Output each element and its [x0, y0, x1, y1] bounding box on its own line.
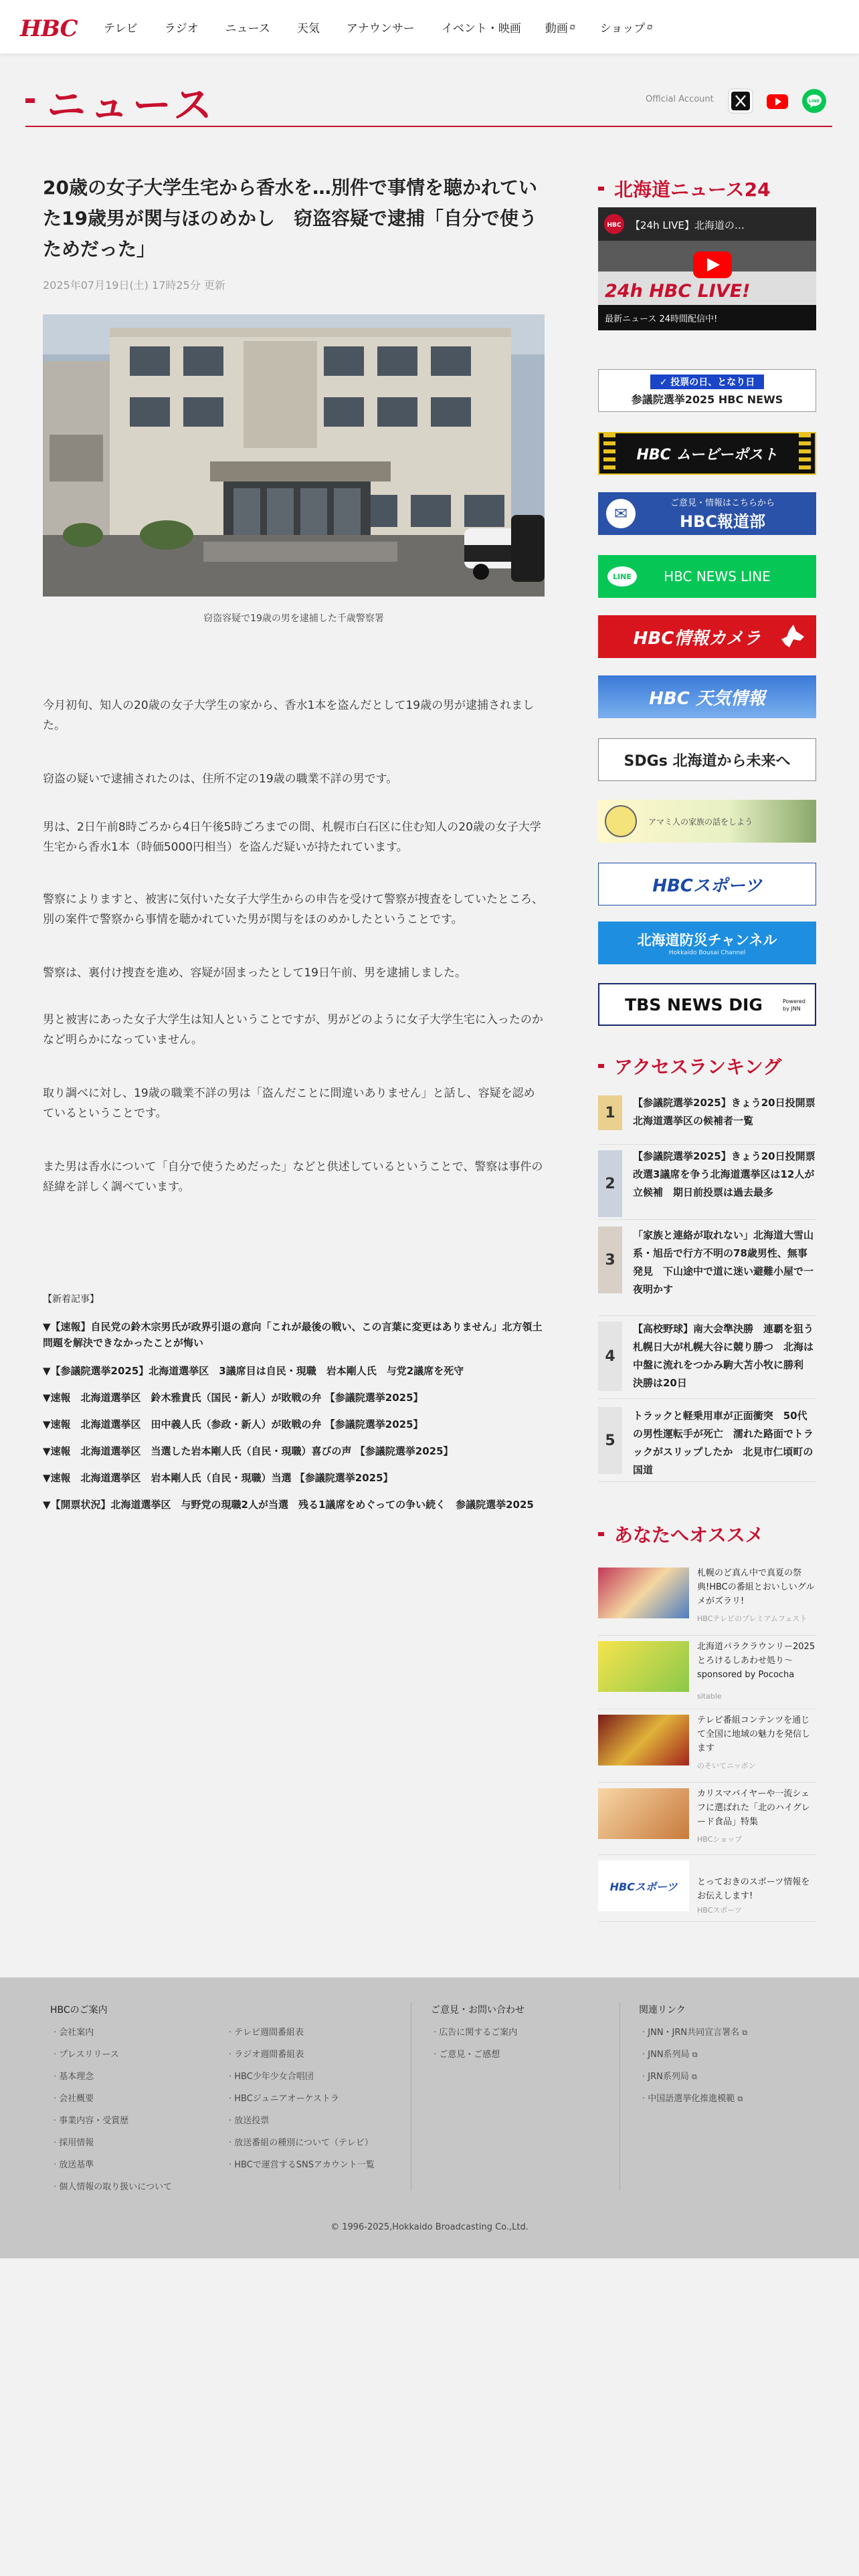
ranking-text: 【参議院選挙2025】きょう20日投開票 北海道選挙区の候補者一覧 [633, 1097, 826, 1127]
reco-thumbnail [598, 1641, 689, 1692]
footer-link[interactable]: · 放送投票 [229, 2110, 375, 2132]
external-link-icon: ⧉ [742, 2028, 748, 2037]
title-accent [25, 98, 35, 103]
ranking-item[interactable] [598, 1399, 816, 1482]
footer-link[interactable]: · 採用情報 [54, 2132, 172, 2154]
rank-number: 5 [598, 1407, 622, 1474]
related-link[interactable]: ▼速報 北海道選挙区 鈴木雅貴氏（国民・新人）が敗戦の弁 【参議院選挙2025】 [43, 1392, 423, 1404]
sports-banner[interactable] [598, 863, 816, 905]
footer-list-info-a [54, 2022, 172, 2198]
related-heading: 【新着記事】 [43, 1294, 99, 1305]
footer-link[interactable]: · プレスリリース [54, 2044, 172, 2066]
footer-list-links [642, 2022, 747, 2110]
external-link-icon: ⧉ [692, 2072, 697, 2081]
rank-number: 3 [598, 1226, 622, 1293]
footer-link[interactable]: · 会社概要 [54, 2088, 172, 2110]
footer-link[interactable]: · 広告に関するご案内 [434, 2022, 517, 2044]
footer-heading-contact: ご意見・お問い合わせ [431, 2005, 524, 2016]
reco-source: HBCショップ [697, 1835, 743, 1844]
page-title: ニュース [47, 82, 217, 128]
ranking-item[interactable] [598, 1220, 816, 1316]
official-account-label: Official Account [646, 94, 714, 104]
nav-item-event[interactable]: イベント・映画 [441, 22, 521, 35]
reco-source: HBCテレビのプレミアムフェスト [697, 1614, 807, 1623]
sdgs-label: SDGs 北海道から未来へ [624, 752, 791, 770]
footer-link[interactable]: · 放送番組の種別について（テレビ） [229, 2132, 375, 2154]
hodobu-sub: ご意見・情報はこちらから [670, 498, 775, 508]
footer-link[interactable]: · ラジオ週間番組表 [229, 2044, 375, 2066]
movie-post-banner[interactable] [598, 432, 816, 475]
svg-text:HBC: HBC [20, 15, 78, 40]
svg-text:LINE: LINE [808, 98, 820, 104]
reco-title: 北海道パラクラウンリー2025 とろけるしあわせ処り～sponsored by Pococha [697, 1642, 816, 1680]
reco-heading-text: あなたへオススメ [614, 1524, 764, 1546]
line-icon: LINE [607, 566, 637, 586]
footer-link[interactable] [642, 2088, 747, 2110]
reco-title: カリスマバイヤーや一流シェフに選ばれた「北のハイグレード食品」特集 [697, 1789, 810, 1827]
footer-link[interactable]: · HBCで運営するSNSアカウント一覧 [229, 2154, 375, 2176]
tbs-sub: Powered by JNN [783, 998, 806, 1012]
video-brand: 24h HBC LIVE! [605, 281, 751, 302]
ranking-heading [598, 1053, 781, 1079]
related-link[interactable]: ▼速報 北海道選挙区 当選した岩本剛人氏（自民・現職）喜びの声 【参議院選挙2025】 [43, 1445, 454, 1457]
article-title: 20歳の女子大学生宅から香水を…別件で事情を聴かれていた19歳男が関与ほのめかし 窃盗容疑で逮捕「自分で使うためだった」 [43, 177, 537, 260]
global-nav [104, 19, 678, 35]
nav-item-tv[interactable]: テレビ [104, 22, 138, 35]
reco-title: とっておきのスポーツ情報をお伝えします! [697, 1877, 810, 1901]
info-camera-banner[interactable] [598, 615, 816, 658]
external-link-icon: ⧉ [692, 2050, 698, 2059]
copyright: © 1996-2025,Hokkaido Broadcasting Co.,Ltd. [330, 2222, 529, 2232]
reco-thumbnail [598, 1788, 689, 1839]
family-icon [605, 805, 637, 837]
nav-item-video[interactable] [545, 19, 575, 35]
x-icon[interactable] [728, 88, 753, 114]
sports-label: HBCスポーツ [652, 875, 762, 896]
nav-item-announcer[interactable]: アナウンサー [346, 22, 415, 35]
footer-link[interactable]: · HBCジュニアオーケストラ [229, 2088, 375, 2110]
bousai-sub: Hokkaido Bousai Channel [668, 950, 746, 956]
related-link[interactable]: ▼【参議院選挙2025】北海道選挙区 3議席目は自民・現職 岩本剛人氏 与党2議席を死守 [43, 1365, 464, 1377]
article-photo [43, 314, 545, 597]
bousai-label: 北海道防災チャンネル [637, 932, 777, 948]
hodobu-label: HBC報道部 [679, 512, 765, 531]
footer-divider [619, 2002, 620, 2191]
reco-item[interactable] [598, 1709, 816, 1783]
article-paragraph: 男は、2日午前8時ごろから4日午後5時ごろまでの間、札幌市白石区に住む知人の20歳の女子大学生宅から香水1本（時価5000円相当）を盗んだ疑いが持たれています。 [43, 821, 541, 854]
rank-number: 4 [598, 1321, 622, 1391]
reco-heading [598, 1521, 764, 1547]
svg-text:HBC: HBC [607, 222, 622, 229]
line-icon[interactable] [801, 88, 827, 114]
election-banner-label: 参議院選挙2025 HBC NEWS [631, 393, 783, 406]
footer-link[interactable] [642, 2066, 747, 2088]
ranking-item[interactable] [598, 1145, 826, 1220]
reco-source: のそいてニッポン [697, 1761, 756, 1770]
news-line-banner[interactable] [598, 555, 816, 598]
photo-caption: 窃盗容疑で19歳の男を逮捕した千歳警察署 [203, 613, 384, 624]
reco-source: sitable [697, 1692, 722, 1701]
tbs-label: TBS NEWS DIG [625, 994, 763, 1014]
film-icon [799, 433, 811, 473]
ranking-text: 「家族と連絡が取れない」北海道大雪山系・旭岳で行方不明の78歳男性、無事発見 下山途中で道に迷い避難小屋で一夜明かす [633, 1229, 814, 1295]
weather-banner[interactable] [598, 675, 816, 718]
article-paragraph: 警察によりますと、被害に気付いた女子大学生からの申告を受けて警察が捜査をしていたところ、別の案件で警察から事情を聴かれていた男が関与をほのめかしたということです。 [43, 893, 543, 926]
footer-link-label: JNN・JRN共同宣言署名 [648, 2028, 740, 2038]
hodobu-banner[interactable] [598, 492, 816, 535]
footer-link-label: JRN系列局 [648, 2072, 689, 2082]
youtube-icon[interactable] [765, 88, 790, 114]
footer-link-label: JNN系列局 [648, 2050, 690, 2060]
reco-thumbnail [598, 1860, 689, 1911]
movie-post-label: HBC ムービーポスト [636, 446, 778, 463]
nav-item-video-label: 動画 [545, 22, 568, 35]
footer-link[interactable] [642, 2044, 747, 2066]
ranking-heading-text: アクセスランキング [614, 1056, 782, 1078]
reco-title: 札幌のど真ん中で真夏の祭典!HBCの番組とおいしいグルメがズラリ! [697, 1568, 815, 1606]
footer-heading-links: 関連リンク [639, 2005, 686, 2016]
nav-item-shop[interactable] [600, 19, 652, 35]
footer-link-label: 中国語選挙化推進模範 [648, 2094, 735, 2104]
news24-heading [598, 175, 771, 202]
reco-item[interactable] [598, 1855, 816, 1922]
ranking-text: 【高校野球】南大会準決勝 連覇を狙う札幌日大が札幌大谷に競り勝つ 北海は中盤に流れをつかみ駒大苫小牧に勝利 決勝は20日 [633, 1323, 814, 1389]
article-date: 2025年07月19日(土) 17時25分 更新 [43, 279, 225, 292]
footer-link[interactable]: · 放送基準 [54, 2154, 172, 2176]
article-paragraph: また男は香水について「自分で使うためだった」などと供述しているということで、警察は事件の経緯を詳しく調べています。 [43, 1160, 543, 1194]
footer-list-contact [434, 2022, 517, 2066]
footer-link[interactable]: · 事業内容・受賞歴 [54, 2110, 172, 2132]
ranking-item[interactable] [598, 1316, 816, 1399]
related-link[interactable]: ▼速報 北海道選挙区 岩本剛人氏（自民・現職）当選 【参議院選挙2025】 [43, 1472, 393, 1484]
hodobu-text [670, 496, 775, 532]
news24-heading-text: 北海道ニュース24 [614, 179, 771, 201]
hokkaido-icon [777, 622, 807, 651]
live-video-player[interactable] [598, 207, 816, 330]
reco-item[interactable] [598, 1562, 816, 1636]
mail-icon: ✉ [606, 499, 636, 528]
reco-thumbnail [598, 1568, 689, 1618]
reco-title: テレビ番組コンテンツを通じて全国に地域の魅力を発信します [697, 1715, 811, 1753]
footer-link[interactable]: · 会社案内 [54, 2022, 172, 2044]
external-link-icon: ⧉ [646, 22, 652, 31]
global-header [0, 0, 859, 53]
footer-link[interactable]: · 基本理念 [54, 2066, 172, 2088]
info-camera-label: HBC情報カメラ [633, 628, 761, 649]
nav-item-radio[interactable]: ラジオ [164, 22, 199, 35]
footer [0, 1977, 859, 2258]
nav-item-news[interactable]: ニュース [225, 22, 270, 35]
related-link[interactable]: ▼【速報】自民党の鈴木宗男氏が政界引退の意向「これが最後の戦い、この言葉に変更はありません」北方領土問題を解決できなかったことが悔い [43, 1321, 543, 1349]
external-link-icon: ⧉ [737, 2095, 743, 2103]
video-title: 【24h LIVE】北海道の… [630, 219, 745, 231]
article-paragraph: 男と被害にあった女子大学生は知人ということですが、男がどのように女子大学生宅に入ったのかなど明らかになっていません。 [43, 1013, 543, 1047]
reco-thumb-label: HBCスポーツ [609, 1880, 678, 1893]
reco-item[interactable] [598, 1636, 816, 1709]
tbs-news-dig-banner[interactable] [598, 983, 816, 1026]
article-paragraph: 取り調べに対し、19歳の職業不詳の男は「盗んだことに間違いありません」と話し、容疑を認めているということです。 [43, 1087, 535, 1120]
footer-heading-info: HBCのご案内 [50, 2005, 108, 2016]
nav-item-shop-label: ショップ [599, 22, 646, 35]
rank-number: 1 [598, 1095, 622, 1130]
footer-link[interactable]: · ご意見・ご感想 [434, 2044, 517, 2066]
ranking-item[interactable] [598, 1094, 826, 1145]
article-paragraph: 今月初旬、知人の20歳の女子大学生の家から、香水1本を盗んだとして19歳の男が逮捕されました。 [43, 699, 535, 732]
news-line-label: HBC NEWS LINE [664, 568, 771, 584]
related-link[interactable]: ▼【開票状況】北海道選挙区 与野党の現職2人が当選 残る1議席をめぐっての争い続く 参議院選挙2025 [43, 1499, 534, 1511]
reco-item[interactable] [598, 1783, 816, 1855]
bousai-banner[interactable] [598, 922, 816, 964]
sdgs-banner[interactable] [598, 738, 816, 781]
footer-link[interactable] [642, 2022, 747, 2044]
weather-label: HBC 天気情報 [649, 688, 765, 709]
election-banner-top: ✓ 投票の日、となり日 [650, 374, 765, 389]
article-paragraph: 窃盗の疑いで逮捕されたのは、住所不定の19歳の職業不詳の男です。 [43, 772, 398, 786]
footer-link[interactable]: · 個人情報の取り扱いについて [54, 2176, 172, 2198]
article-paragraph: 警察は、裏付け捜査を進め、容疑が固まったとして19日午前、男を逮捕しました。 [43, 966, 466, 980]
footer-link[interactable]: · HBC少年少女合唱団 [229, 2066, 375, 2088]
hbc-logo[interactable] [19, 13, 86, 40]
nav-item-weather[interactable]: 天気 [296, 22, 320, 35]
ranking-text: 【参議院選挙2025】きょう20日投開票 改選3議席を争う北海道選挙区は12人が立候補 期日前投票は過去最多 [633, 1150, 826, 1198]
related-link[interactable]: ▼速報 北海道選挙区 田中義人氏（参政・新人）が敗戦の弁 【参議院選挙2025】 [43, 1418, 423, 1430]
ranking-text: トラックと軽乗用車が正面衝突 50代の男性運転手が死亡 濡れた路面でトラックがスリップしたか 北見市仁頃町の国道 [633, 1410, 814, 1476]
rank-number: 2 [598, 1150, 622, 1217]
external-link-icon: ⧉ [569, 22, 575, 31]
footer-link[interactable]: · テレビ週間番組表 [229, 2022, 375, 2044]
reco-thumbnail [598, 1715, 689, 1765]
film-icon [603, 433, 615, 473]
footer-list-info-b [229, 2022, 375, 2176]
election-banner[interactable] [598, 369, 816, 412]
family-banner[interactable] [598, 800, 816, 843]
video-sub: 最新ニュース 24時間配信中! [605, 314, 718, 324]
family-label: アマミ人の家族の話をしよう [648, 817, 753, 827]
reco-source: HBCスポーツ [697, 1906, 742, 1915]
